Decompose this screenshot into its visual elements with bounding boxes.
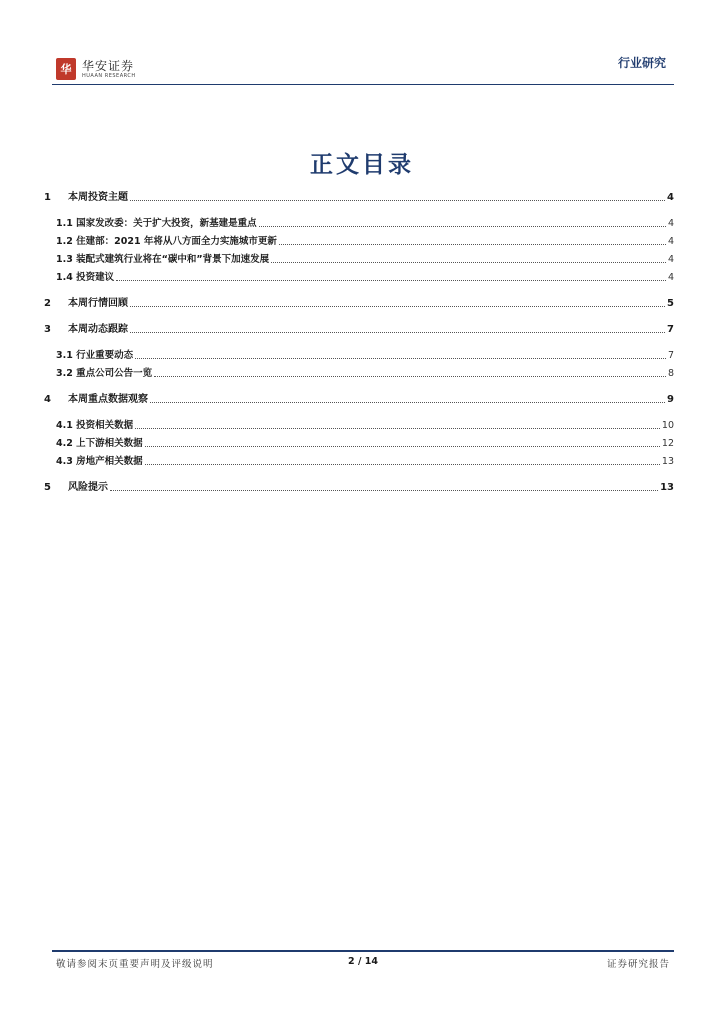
toc-leader-dots	[271, 261, 666, 263]
logo-icon: 华	[56, 58, 76, 80]
toc-entry-page: 7	[667, 350, 674, 361]
toc-leader-dots	[110, 489, 658, 491]
toc-entry-label: 3.1 行业重要动态	[56, 350, 134, 361]
toc-leader-dots	[150, 401, 665, 403]
toc-entry-page: 4	[667, 192, 674, 203]
toc-entry-page: 13	[661, 456, 674, 467]
header-divider	[52, 84, 674, 85]
toc-entry-page: 9	[667, 394, 674, 405]
toc-entry[interactable]	[44, 234, 674, 248]
page-header	[0, 0, 724, 100]
toc-entry-label: 本周动态跟踪	[68, 324, 128, 335]
toc-entry-label: 3.2 重点公司公告一览	[56, 368, 153, 379]
footer-disclaimer: 敬请参阅末页重要声明及评级说明	[56, 959, 214, 970]
toc-entry-number: 1	[44, 192, 51, 203]
toc-leader-dots	[259, 225, 666, 227]
toc-entry-page: 12	[661, 438, 674, 449]
toc-leader-dots	[154, 375, 666, 377]
toc-entry-label: 1.4 投资建议	[56, 272, 115, 283]
company-logo	[56, 58, 136, 80]
toc-entry[interactable]	[44, 216, 674, 230]
page-title: 正文目录	[310, 151, 414, 178]
toc-entry-page: 4	[667, 254, 674, 265]
toc-entry[interactable]	[44, 348, 674, 362]
toc-entry[interactable]	[44, 270, 674, 284]
toc-entry-label: 本周重点数据观察	[68, 394, 148, 405]
toc-entry[interactable]	[44, 190, 674, 204]
toc-entry[interactable]	[44, 392, 674, 406]
section-label: 行业研究	[617, 56, 666, 70]
toc-leader-dots	[130, 331, 665, 333]
toc-entry-label: 1.1 国家发改委：关于扩大投资，新基建是重点	[56, 218, 257, 229]
toc-entry[interactable]	[44, 366, 674, 380]
toc-leader-dots	[135, 357, 666, 359]
toc-entry-page: 8	[667, 368, 674, 379]
toc-leader-dots	[130, 199, 665, 201]
toc-entry[interactable]	[44, 322, 674, 336]
toc-leader-dots	[145, 463, 660, 465]
footer-divider	[52, 950, 674, 952]
toc-entry-label: 1.2 住建部：2021 年将从八方面全力实施城市更新	[56, 236, 277, 247]
toc-entry-label: 4.1 投资相关数据	[56, 420, 134, 431]
toc-entry-label: 本周行情回顾	[68, 298, 128, 309]
toc-entry[interactable]	[44, 436, 674, 450]
toc-entry-number: 3	[44, 324, 51, 335]
toc-entry-page: 7	[667, 324, 674, 335]
toc-entry-page: 4	[667, 236, 674, 247]
toc-leader-dots	[116, 279, 666, 281]
toc-entry-label: 本周投资主题	[68, 192, 128, 203]
toc-entry-label: 4.2 上下游相关数据	[56, 438, 143, 449]
footer-report-type: 证券研究报告	[606, 959, 670, 970]
toc-entry[interactable]	[44, 252, 674, 266]
toc-entry-page: 5	[667, 298, 674, 309]
toc-leader-dots	[135, 427, 660, 429]
toc-entry-page: 4	[667, 218, 674, 229]
toc-entry-page: 13	[660, 482, 674, 493]
toc-entry-number: 4	[44, 394, 51, 405]
logo-en-text: HUAAN RESEARCH	[82, 72, 136, 79]
toc-entry-page: 4	[667, 272, 674, 283]
page-number: 2 / 14	[348, 956, 378, 967]
logo-cn-text: 华安证券	[82, 58, 135, 73]
toc-entry[interactable]	[44, 418, 674, 432]
toc-leader-dots	[130, 305, 665, 307]
toc-leader-dots	[279, 243, 666, 245]
toc-entry-page: 10	[661, 420, 674, 431]
toc-entry[interactable]	[44, 480, 674, 494]
toc-entry[interactable]	[44, 296, 674, 310]
toc-entry-label: 1.3 装配式建筑行业将在“碳中和”背景下加速发展	[56, 254, 270, 265]
toc-entry-number: 5	[44, 482, 51, 493]
toc-entry-number: 2	[44, 298, 51, 309]
toc-leader-dots	[145, 445, 660, 447]
toc-entry-label: 风险提示	[68, 482, 108, 493]
toc-entry-label: 4.3 房地产相关数据	[56, 456, 143, 467]
toc-entry[interactable]	[44, 454, 674, 468]
